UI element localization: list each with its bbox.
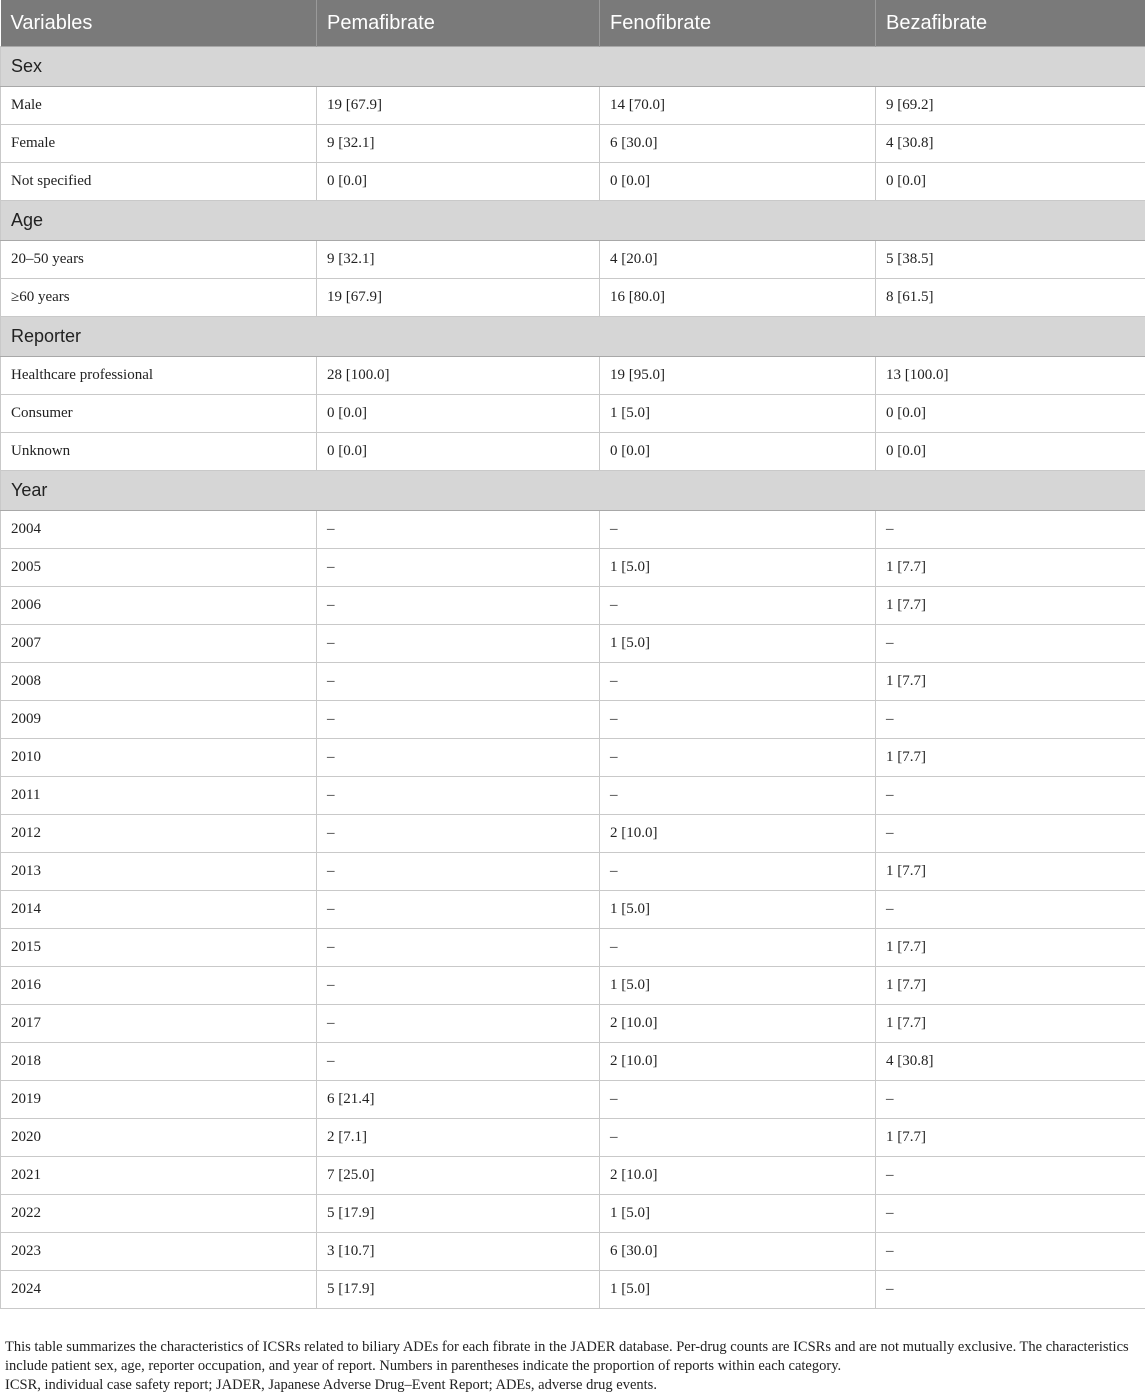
table-row <box>1 1043 1145 1081</box>
table-cell: 1 [5.0] <box>600 395 876 433</box>
row-label: 2006 <box>1 587 317 625</box>
table-cell: 3 [10.7] <box>317 1233 600 1271</box>
table-row <box>1 1119 1145 1157</box>
table-row <box>1 511 1145 549</box>
table-cell: – <box>317 511 600 549</box>
row-label: 2021 <box>1 1157 317 1195</box>
row-label: 2024 <box>1 1271 317 1309</box>
table-cell: – <box>317 587 600 625</box>
row-label: 2012 <box>1 815 317 853</box>
table-cell: – <box>317 701 600 739</box>
table-cell: – <box>876 815 1145 853</box>
group-title: Reporter <box>1 317 1145 357</box>
table-cell: – <box>600 739 876 777</box>
table-cell: – <box>317 853 600 891</box>
table-cell: 1 [7.7] <box>876 967 1145 1005</box>
table-cell: – <box>600 929 876 967</box>
table-cell: 0 [0.0] <box>317 163 600 201</box>
table-cell: 2 [10.0] <box>600 1157 876 1195</box>
table-row <box>1 1005 1145 1043</box>
table-cell: 1 [5.0] <box>600 625 876 663</box>
table-cell: 1 [7.7] <box>876 663 1145 701</box>
table-cell: – <box>317 1005 600 1043</box>
table-cell: – <box>317 739 600 777</box>
table-row <box>1 815 1145 853</box>
row-label: Male <box>1 87 317 125</box>
table-cell: – <box>317 549 600 587</box>
table-cell: 1 [7.7] <box>876 739 1145 777</box>
table-cell: – <box>600 701 876 739</box>
table-cell: 13 [100.0] <box>876 357 1145 395</box>
table-cell: 4 [30.8] <box>876 1043 1145 1081</box>
row-label: 2016 <box>1 967 317 1005</box>
table-cell: 14 [70.0] <box>600 87 876 125</box>
table-cell: 16 [80.0] <box>600 279 876 317</box>
table-cell: 1 [5.0] <box>600 1271 876 1309</box>
row-label: 2015 <box>1 929 317 967</box>
row-label: Not specified <box>1 163 317 201</box>
table-cell: – <box>876 1195 1145 1233</box>
row-label: 2018 <box>1 1043 317 1081</box>
table-cell: – <box>600 587 876 625</box>
table-row <box>1 625 1145 663</box>
row-label: Unknown <box>1 433 317 471</box>
row-label: 2009 <box>1 701 317 739</box>
table-cell: 1 [5.0] <box>600 549 876 587</box>
table-cell: 19 [67.9] <box>317 87 600 125</box>
table-cell: 8 [61.5] <box>876 279 1145 317</box>
row-label: 2004 <box>1 511 317 549</box>
table-row <box>1 87 1145 125</box>
table-row <box>1 1233 1145 1271</box>
table-cell: 0 [0.0] <box>600 163 876 201</box>
table-row <box>1 433 1145 471</box>
table-row <box>1 1271 1145 1309</box>
table-cell: – <box>876 625 1145 663</box>
table-cell: 1 [7.7] <box>876 587 1145 625</box>
table-cell: 28 [100.0] <box>317 357 600 395</box>
table-cell: 4 [20.0] <box>600 241 876 279</box>
table-cell: 2 [10.0] <box>600 1043 876 1081</box>
table-footnote <box>0 1338 1145 1395</box>
row-label: 20–50 years <box>1 241 317 279</box>
row-label: 2010 <box>1 739 317 777</box>
row-label: 2022 <box>1 1195 317 1233</box>
table-cell: 5 [38.5] <box>876 241 1145 279</box>
header-pemafibrate: Pemafibrate <box>317 0 600 47</box>
footnote-abbreviations: ICSR, individual case safety report; JADER, Japanese Adverse Drug–Event Report; ADEs, adverse drug events. <box>5 1377 657 1393</box>
table-cell: – <box>876 1233 1145 1271</box>
table-row <box>1 357 1145 395</box>
row-label: 2007 <box>1 625 317 663</box>
table-cell: 2 [7.1] <box>317 1119 600 1157</box>
header-variables: Variables <box>1 0 317 47</box>
table-cell: 0 [0.0] <box>600 433 876 471</box>
table-cell: 7 [25.0] <box>317 1157 600 1195</box>
table-cell: 0 [0.0] <box>317 433 600 471</box>
table-row <box>1 891 1145 929</box>
table-cell: 1 [5.0] <box>600 1195 876 1233</box>
row-label: Healthcare professional <box>1 357 317 395</box>
table-cell: – <box>876 1157 1145 1195</box>
row-label: ≥60 years <box>1 279 317 317</box>
table-row <box>1 395 1145 433</box>
table-row <box>1 701 1145 739</box>
table-cell: 5 [17.9] <box>317 1271 600 1309</box>
table-cell: 0 [0.0] <box>876 163 1145 201</box>
row-label: 2017 <box>1 1005 317 1043</box>
table-cell: 9 [69.2] <box>876 87 1145 125</box>
row-label: 2020 <box>1 1119 317 1157</box>
table-cell: 19 [67.9] <box>317 279 600 317</box>
table-cell: – <box>600 1119 876 1157</box>
table-cell: 0 [0.0] <box>876 395 1145 433</box>
table-cell: – <box>876 777 1145 815</box>
table-row <box>1 125 1145 163</box>
table-row <box>1 163 1145 201</box>
header-row <box>1 0 1145 47</box>
table-cell: 4 [30.8] <box>876 125 1145 163</box>
table-cell: 6 [21.4] <box>317 1081 600 1119</box>
group-row <box>1 47 1145 87</box>
table-row <box>1 663 1145 701</box>
table-row <box>1 1081 1145 1119</box>
table-cell: – <box>317 929 600 967</box>
table-cell: 1 [7.7] <box>876 1119 1145 1157</box>
group-row <box>1 317 1145 357</box>
table-row <box>1 279 1145 317</box>
group-row <box>1 201 1145 241</box>
group-title: Year <box>1 471 1145 511</box>
table-cell: 1 [5.0] <box>600 891 876 929</box>
group-row <box>1 471 1145 511</box>
table-cell: 19 [95.0] <box>600 357 876 395</box>
group-title: Sex <box>1 47 1145 87</box>
table-row <box>1 853 1145 891</box>
table-cell: – <box>317 663 600 701</box>
table-cell: 5 [17.9] <box>317 1195 600 1233</box>
table-cell: 2 [10.0] <box>600 815 876 853</box>
row-label: 2011 <box>1 777 317 815</box>
table-cell: – <box>317 1043 600 1081</box>
table-cell: – <box>317 625 600 663</box>
table-cell: – <box>876 1081 1145 1119</box>
footnote-description: This table summarizes the characteristics of ICSRs related to biliary ADEs for each fibrate in the JADER database. Per-drug counts are ICSRs and are not mutually exclusive. The characteristics include patient sex, age, reporter occupation, and year of report. Numbers in parentheses indicate the proportion of reports within each category. <box>5 1339 1129 1374</box>
table-row <box>1 241 1145 279</box>
table-row <box>1 739 1145 777</box>
table-cell: 0 [0.0] <box>317 395 600 433</box>
table-row <box>1 549 1145 587</box>
table-cell: – <box>876 1271 1145 1309</box>
table-cell: 1 [5.0] <box>600 967 876 1005</box>
row-label: 2014 <box>1 891 317 929</box>
table-cell: – <box>600 511 876 549</box>
row-label: Female <box>1 125 317 163</box>
row-label: 2019 <box>1 1081 317 1119</box>
row-label: 2005 <box>1 549 317 587</box>
table-header <box>1 0 1145 47</box>
table-cell: – <box>600 663 876 701</box>
row-label: 2008 <box>1 663 317 701</box>
table-cell: – <box>876 511 1145 549</box>
table-row <box>1 1195 1145 1233</box>
table-cell: 1 [7.7] <box>876 549 1145 587</box>
row-label: Consumer <box>1 395 317 433</box>
table-cell: – <box>876 701 1145 739</box>
table-row <box>1 967 1145 1005</box>
table-cell: 6 [30.0] <box>600 1233 876 1271</box>
table-cell: – <box>600 777 876 815</box>
table-cell: – <box>317 967 600 1005</box>
table-cell: – <box>600 853 876 891</box>
table-cell: 6 [30.0] <box>600 125 876 163</box>
table-row <box>1 1157 1145 1195</box>
table-cell: – <box>317 777 600 815</box>
table-cell: 1 [7.7] <box>876 853 1145 891</box>
table-cell: – <box>317 815 600 853</box>
table-cell: 1 [7.7] <box>876 929 1145 967</box>
header-fenofibrate: Fenofibrate <box>600 0 876 47</box>
table-cell: – <box>876 891 1145 929</box>
header-bezafibrate: Bezafibrate <box>876 0 1145 47</box>
table-row <box>1 929 1145 967</box>
table-cell: 9 [32.1] <box>317 125 600 163</box>
table-cell: – <box>600 1081 876 1119</box>
table-cell: 2 [10.0] <box>600 1005 876 1043</box>
table-body <box>1 47 1145 1309</box>
table-cell: 9 [32.1] <box>317 241 600 279</box>
table-cell: – <box>317 891 600 929</box>
group-title: Age <box>1 201 1145 241</box>
row-label: 2023 <box>1 1233 317 1271</box>
table-row <box>1 587 1145 625</box>
table-row <box>1 777 1145 815</box>
table-cell: 1 [7.7] <box>876 1005 1145 1043</box>
row-label: 2013 <box>1 853 317 891</box>
table-cell: 0 [0.0] <box>876 433 1145 471</box>
